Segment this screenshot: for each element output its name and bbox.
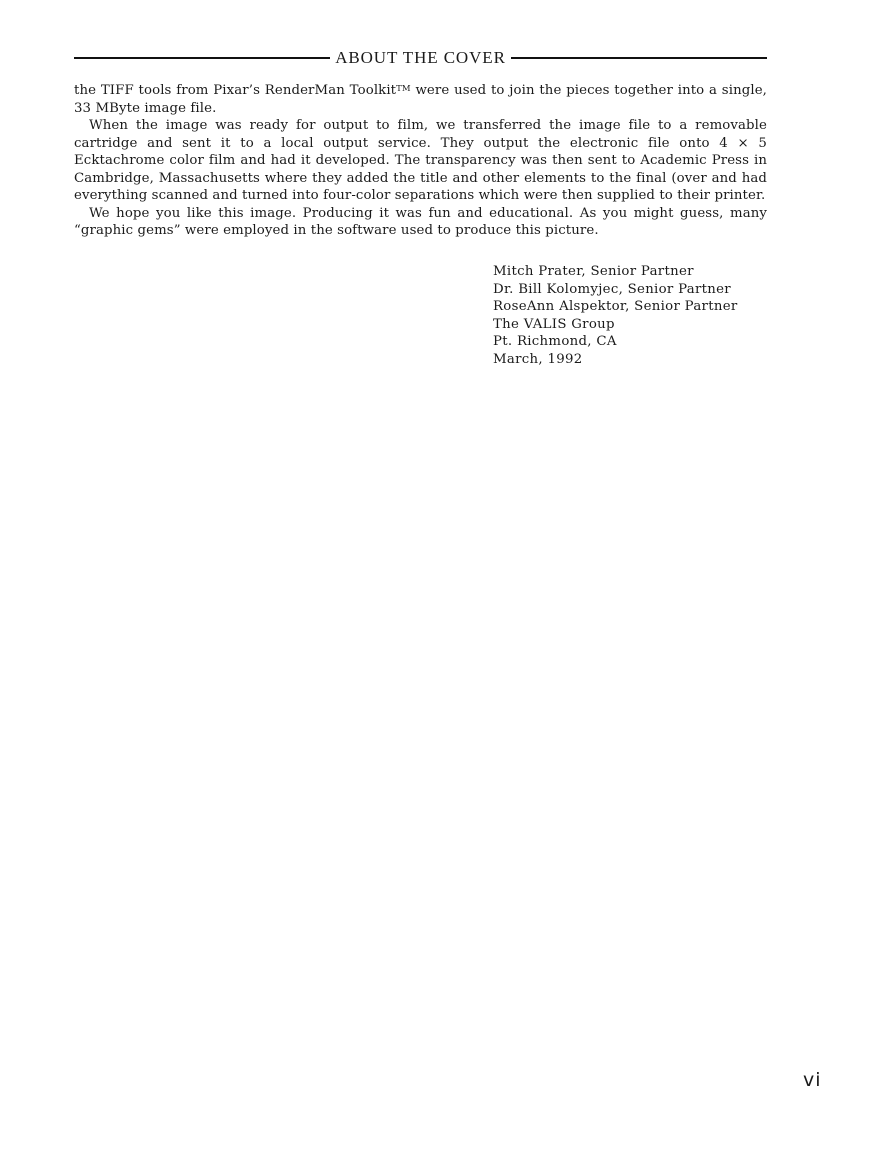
trademark-symbol: TM xyxy=(396,84,411,94)
signature-line: The VALIS Group xyxy=(493,316,615,332)
signature-line: Dr. Bill Kolomyjec, Senior Partner xyxy=(493,281,731,297)
running-header xyxy=(74,47,767,69)
body-text xyxy=(74,81,767,240)
signature-line: Mitch Prater, Senior Partner xyxy=(493,264,694,279)
paragraph-3: We hope you like this image. Producing it was fun and educational. As you might guess, many “graphic gems” were employed in the software used to produce this picture. xyxy=(74,205,767,238)
paragraph-2: When the image was ready for output to film, we transferred the image file to a removable cartridge and sent it to a local output service. They output the electronic file onto 4 × 5 Ecktachrome color film and had it developed. The transparency was then sent to Academic Press in Cambridge, Massachusetts where they added the title and other elements to the final (over and had everything scanned and turned into four-color separations which were then supplied to their printer. xyxy=(74,118,767,203)
signature-line: March, 1992 xyxy=(493,351,583,367)
header-rule-left xyxy=(74,57,330,59)
header-rule-right xyxy=(511,57,767,59)
paragraph-1-start: the TIFF tools from Pixar’s RenderMan Toolkit xyxy=(74,83,397,98)
page-number: vi xyxy=(803,1069,822,1091)
signature-line: RoseAnn Alspektor, Senior Partner xyxy=(493,299,738,315)
signature-line: Pt. Richmond, CA xyxy=(493,334,617,350)
paragraph-1 xyxy=(74,81,767,117)
paragraph-1-end: were used to join the pieces together into a single, 33 MByte image file. xyxy=(74,83,768,116)
header-title: ABOUT THE COVER xyxy=(335,48,506,67)
signature-block xyxy=(493,263,773,369)
